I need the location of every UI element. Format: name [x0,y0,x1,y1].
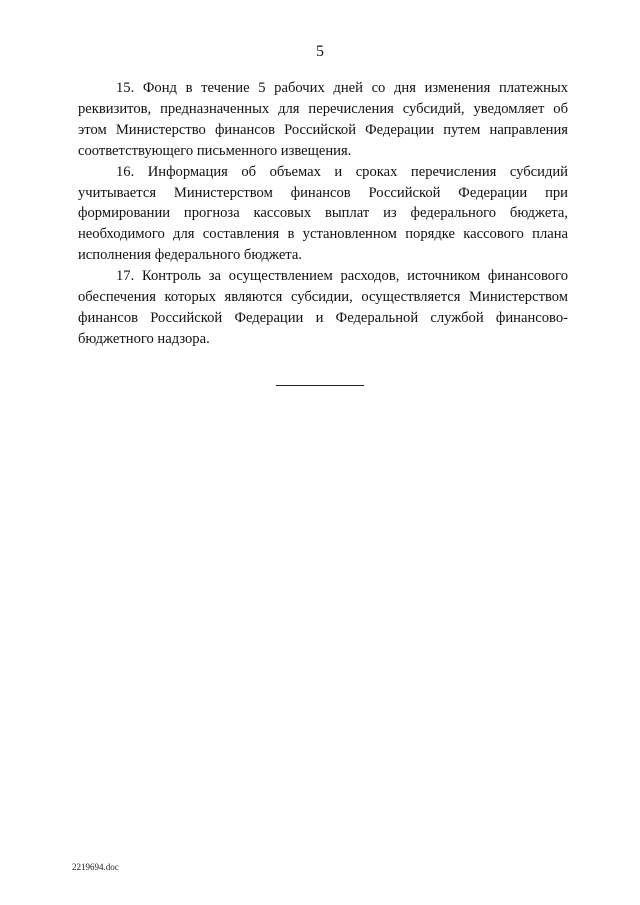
footer-filename: 2219694.doc [72,862,119,872]
page-number: 5 [316,43,324,60]
end-separator-line [276,385,364,386]
document-body [78,78,568,350]
paragraph-16: 16. Информация об объемах и сроках перечисления субсидий учитывается Министерством финансов Российской Федерации при формировании прогноза кассовых выплат из федерального бюджета, необходимого для составления в установленном порядке кассового плана исполнения федерального бюджета. [78,163,568,264]
paragraph-17: 17. Контроль за осуществлением расходов, источником финансового обеспечения которых являются субсидии, осуществляется Министерством финансов Российской Федерации и Федеральной службой финансово-бюджетного надзора. [78,268,568,347]
paragraph-15: 15. Фонд в течение 5 рабочих дней со дня изменения платежных реквизитов, предназначенных для перечисления субсидий, уведомляет об этом Министерство финансов Российской Федерации путем направления соответствующего письменного извещения. [78,80,568,159]
